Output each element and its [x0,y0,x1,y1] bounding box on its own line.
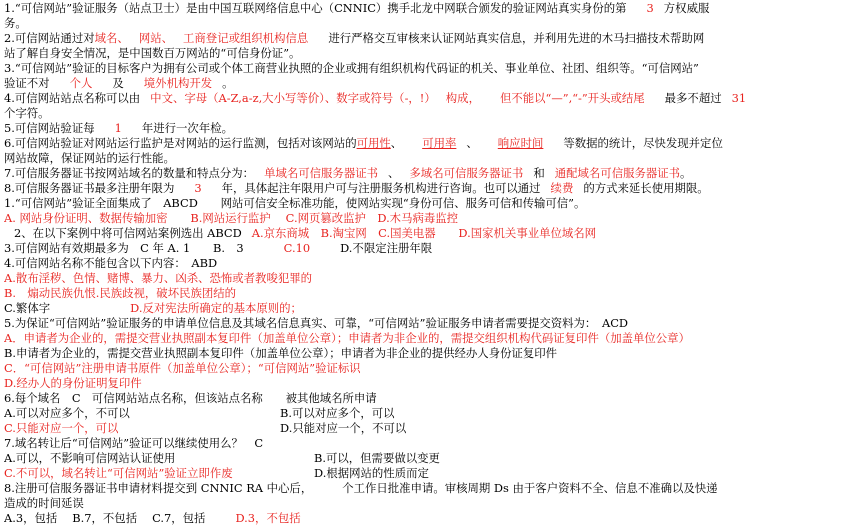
fill-question-6 [4,135,856,151]
question-text: 个工作日批准申请。审核周期 Ds 由于客户资料不全、信息不准确以及快递 [342,481,718,495]
answer-text: 构成， [445,91,480,105]
answer-text: 网站 [138,31,162,45]
choice-question-2 [4,225,856,241]
choice-question-7 [4,435,856,451]
answer-text: D.3，不包括 [235,511,301,525]
answer-text: A. 网站身份证明、数据传输加密 B.网站运行监护 C.网页篡改监护 D.木马病毒监控 [4,211,459,225]
fill-question-3-cont [4,75,856,91]
fill-question-5 [4,120,856,136]
question-text: 务。 [4,16,27,30]
question-text: 8.可信服务器证书最多注册年限为 [4,181,175,195]
question-text: 4.可信网站站点名称可以由 [4,91,141,105]
question-text: 5.可信网站验证每 [4,121,95,135]
choice-question-7-options-cd [4,465,856,481]
answer-text: 可用率 [422,136,457,150]
choice-question-6-options-cd [4,420,856,436]
fill-question-1 [4,0,856,16]
question-text: 进行严格交互审核来认证网站真实信息，并利用先进的木马扫描技术帮助网 [328,31,705,45]
answer-text: 单域名可信服务器证书 [264,166,378,180]
question-text: 4.可信网站名称不能包含以下内容： ABD [4,256,218,270]
choice-question-4-options-cd [4,300,856,316]
answer-text: C.10 [283,241,311,255]
option-text: B.可以，但需要做以变更 [314,451,440,465]
fill-question-8 [4,180,856,196]
question-text: 、 [390,136,403,150]
choice-question-6-options-ab [4,405,856,421]
question-text: 。 [222,76,234,90]
answer-text: C.不可以，域名转让“可信网站”验证立即作废 [4,466,233,480]
answer-text: 可用性 [356,136,391,150]
answer-text: 境外机构开发 [143,76,213,90]
fill-question-6-cont [4,150,856,166]
answer-text: A.京东商城 B.淘宝网 C.国美电器 D.国家机关事业单位域名网 [251,226,597,240]
question-text: 、 [466,136,478,150]
answer-text: 1 [114,121,122,135]
question-text: 2.可信网站通过对 [4,31,95,45]
choice-question-5 [4,315,856,331]
answer-text: C.只能对应一个，可以 [4,421,119,435]
question-text: 6.可信网站验证对网站运行监护是对网站的运行监测，包括对该网站的 [4,136,357,150]
answer-text: 3 [194,181,202,195]
answer-text: 通配域名可信服务器证书 [554,166,681,180]
question-text: 5.为保证“可信网站”验证服务的申请单位信息及其域名信息真实、可靠，“可信网站”验证服务申请者需要提交资料为： ACD [4,316,629,330]
question-text: 8.注册可信服务器证书申请材料提交到 CNNIC RA 中心后， [4,481,313,495]
choice-question-8 [4,480,856,496]
choice-question-1 [4,195,856,211]
question-text: 3.可信网站有效期最多为 C 年 A. 1 B. 3 [4,241,244,255]
choice-question-6 [4,390,856,406]
answer-text: A.散布淫秽、色情、赌博、暴力、凶杀、恐怖或者教唆犯罪的 [4,271,313,285]
answer-text: 3 [646,1,654,15]
question-text: 站了解自身安全情况，是中国数百万网站的“可信身份证”。 [4,46,301,60]
question-text: 、 [388,166,400,180]
choice-question-7-options-ab [4,450,856,466]
question-text: 最多不超过 [664,91,722,105]
answer-text: 31 [731,91,747,105]
option-text: D.只能对应一个，不可以 [280,421,407,435]
fill-question-3 [4,60,856,76]
question-text: 个字符。 [4,106,50,120]
option-text: A.3，包括 B.7，不包括 C.7，包括 [4,511,206,525]
answer-text: 中文、字母（A-Z,a-z,大小写等价）、数字或符号（-，!） [150,91,436,105]
answer-text: C．“可信网站”注册申请书原件（加盖单位公章）；“可信网站”验证标识 [4,361,361,375]
choice-question-5-option-c [4,360,856,376]
option-text: B.申请者为企业的，需提交营业执照副本复印件（加盖单位公章）；申请者为非企业的提供经办人身份证复印件 [4,346,558,360]
question-text: 的方式来延长使用期限。 [583,181,709,195]
fill-question-4 [4,90,856,106]
choice-question-8-options [4,510,856,526]
choice-question-5-option-d [4,375,856,391]
question-text: 7.可信服务器证书按网站域名的数量和特点分为： [4,166,255,180]
choice-question-4-option-b [4,285,856,301]
answer-text: D.经办人的身份证明复印件 [4,376,142,390]
option-text: B.可以对应多个，可以 [280,406,395,420]
question-text: 7.域名转让后“可信网站”验证可以继续使用么？ C [4,436,264,450]
question-text: 3.“可信网站”验证的目标客户为拥有公司或个体工商营业执照的企业或拥有组织机构代码证的机关、事业单位、社团、组织等。“可信网站” [4,61,699,75]
question-text: 验证不对 [4,76,50,90]
fill-question-1-cont [4,15,856,31]
choice-question-8-cont [4,495,856,511]
fill-question-7 [4,165,856,181]
question-text: 及 [112,76,124,90]
fill-question-2-cont [4,45,856,61]
choice-question-5-option-b [4,345,856,361]
answer-text: D.反对宪法所确定的基本原则的； [130,301,302,315]
option-text: C.繁体字 [4,301,51,315]
question-text: 方权威服 [663,1,710,15]
question-text: 1.“可信网站”验证全面集成了 ABCD 网站可信安全标准功能，使网站实现“身份可信、服务可信和传输可信”。 [4,196,586,210]
question-text: 造成的时间延误 [4,496,84,510]
answer-text: 、 [161,31,174,45]
fill-question-2 [4,30,856,46]
answer-text: 续费 [550,181,574,195]
option-text: D.根据网站的性质而定 [314,466,429,480]
option-text: A.可以，不影响可信网站认证使用 [4,451,176,465]
choice-question-5-option-a [4,330,856,346]
choice-question-3 [4,240,856,256]
question-text: D.不限定注册年限 [340,241,433,255]
answer-text: A．申请者为企业的，需提交营业执照副本复印件（加盖单位公章）；申请者为非企业的，需提交组织机构代码证复印件（加盖单位公章） [4,331,690,345]
question-text: 。 [680,166,692,180]
question-text: 6.每个域名 C 可信网站站点名称，但该站点名称 被其他域名所申请 [4,391,377,405]
fill-question-4-cont [4,105,856,121]
question-text: 年，具体起注年限用户可与注册服务机构进行咨询。也可以通过 [221,181,541,195]
option-text: A.可以对应多个，不可以 [4,406,130,420]
answer-text: 工商登记或组织机构信息 [183,31,309,45]
question-text: 和 [533,166,545,180]
answer-text: 但不能以“—”,“-”开头或结尾 [499,91,645,105]
question-text: 2、在以下案例中将可信网站案例选出 ABCD [14,226,242,240]
answer-text: 多域名可信服务器证书 [409,166,524,180]
answer-text: 个人 [69,76,93,90]
question-text: 网站故障，保证网站的运行性能。 [4,151,175,165]
answer-text: 响应时间 [497,136,544,150]
answer-text: 、 [117,31,129,45]
choice-question-1-options [4,210,856,226]
question-text: 等数据的统计，尽快发现并定位 [563,136,723,150]
answer-text: B. 煽动民族仇恨.民族歧视，破坏民族团结的 [4,286,237,300]
question-text: 年进行一次年检。 [141,121,233,135]
choice-question-4 [4,255,856,271]
question-text: 1.“可信网站”验证服务（站点卫士）是由中国互联网络信息中心（CNNIC）携手北龙中网联合颁发的验证网站真实身份的第 [4,1,627,15]
answer-text: 域名 [94,31,118,45]
choice-question-4-option-a [4,270,856,286]
